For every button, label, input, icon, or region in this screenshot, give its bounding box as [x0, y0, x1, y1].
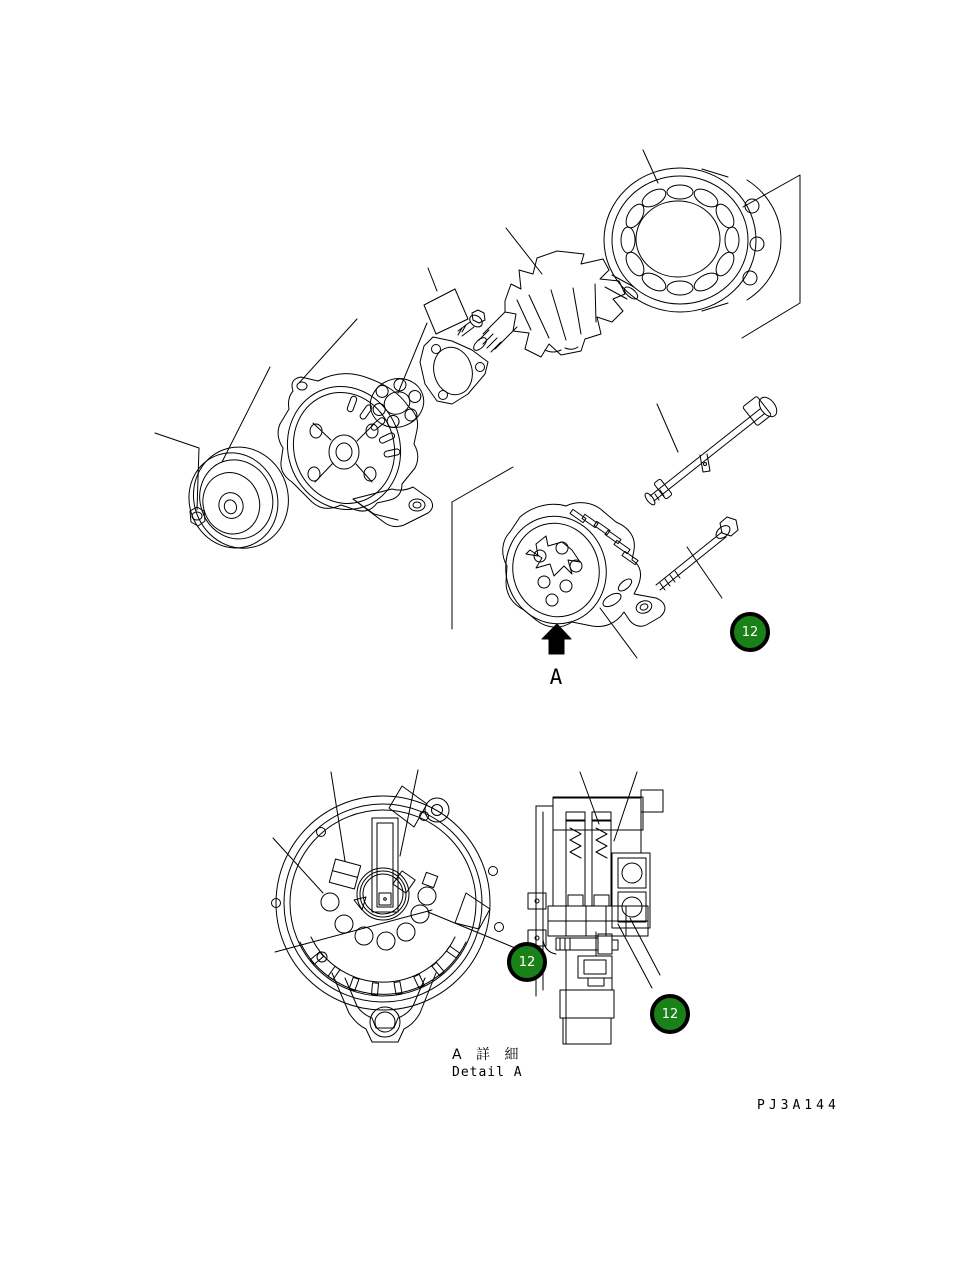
detail-caption-english: Detail A — [452, 1065, 523, 1080]
detail-caption-japanese: A 詳 細 — [452, 1047, 524, 1063]
callout-badge-label: 12 — [518, 954, 536, 970]
rear-end-frame — [494, 503, 665, 635]
callout-badge-12-exploded[interactable] — [730, 612, 770, 652]
stator — [604, 168, 781, 312]
brush-holder-stud — [643, 394, 780, 506]
drawing-code: PJ3A144 — [757, 1098, 840, 1113]
drive-end-frame — [272, 372, 433, 527]
detail-arrow — [542, 624, 571, 654]
callout-badge-12-section-view[interactable] — [650, 994, 690, 1034]
leader-lines-exploded — [155, 150, 800, 658]
bearing-retainer-plate — [420, 337, 488, 404]
detail-section-view — [528, 772, 663, 1044]
through-bolt — [656, 517, 738, 590]
rotor — [472, 251, 640, 357]
detail-arrow-label: A — [549, 665, 563, 689]
name-plate — [424, 289, 468, 334]
bearing — [363, 371, 430, 435]
detail-front-view — [272, 770, 521, 1042]
callout-badge-12-front-view[interactable] — [507, 942, 547, 982]
callout-badge-label: 12 — [741, 624, 759, 640]
callout-badge-label: 12 — [661, 1006, 679, 1022]
name-plate-screw — [458, 310, 485, 336]
pulley — [175, 434, 303, 564]
